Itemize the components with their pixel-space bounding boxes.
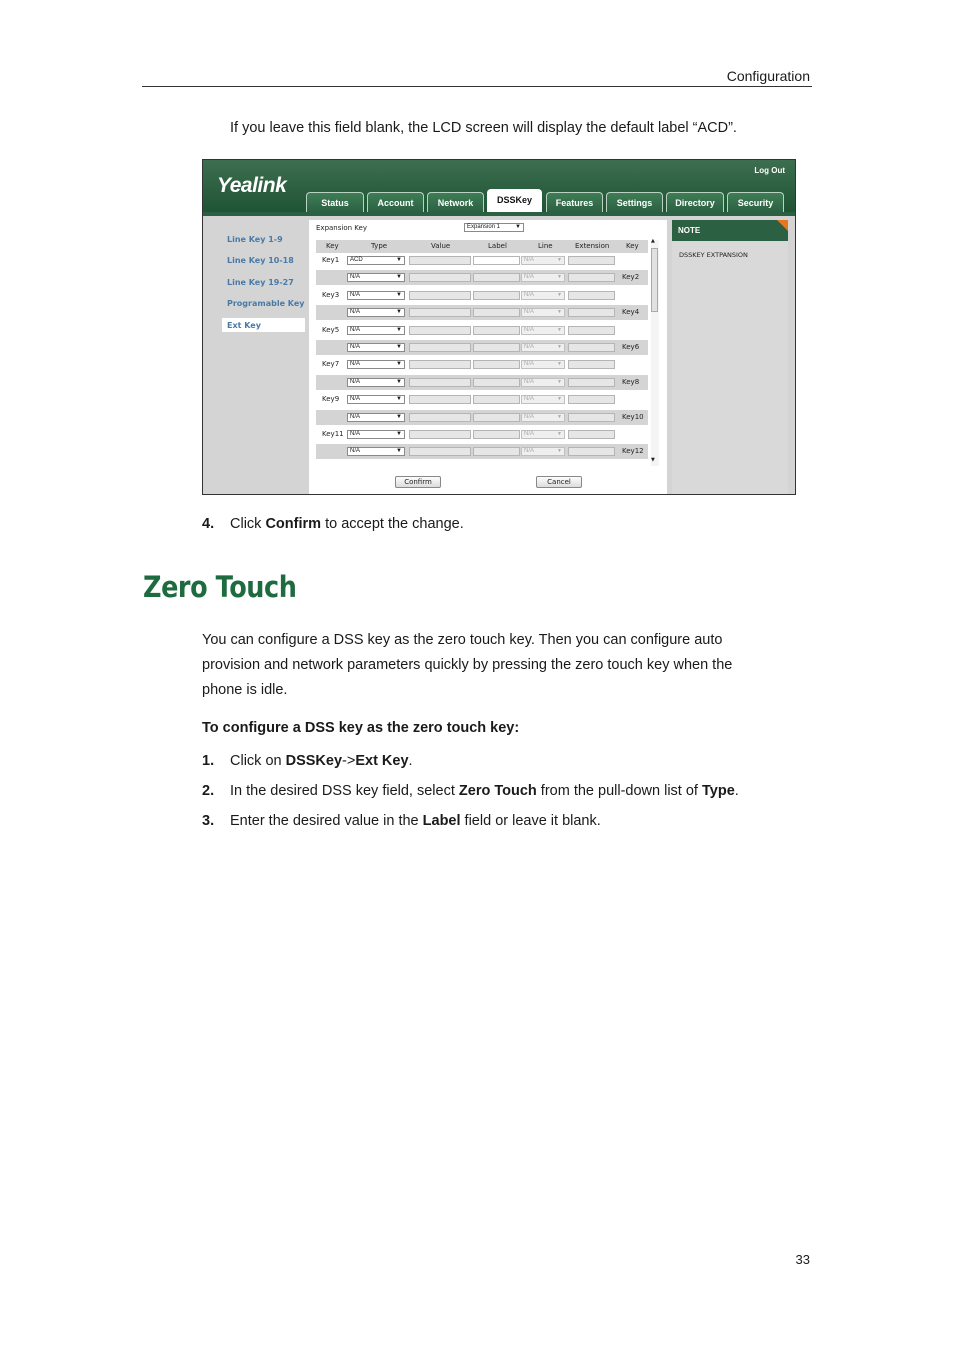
- web-ui-screenshot: [202, 159, 796, 495]
- type-select-value: N/A: [350, 361, 361, 368]
- value-input[interactable]: [409, 447, 471, 456]
- step-2-p3: .: [734, 783, 739, 799]
- type-select[interactable]: [347, 447, 405, 456]
- line-select: [521, 413, 565, 422]
- type-select[interactable]: [347, 430, 405, 439]
- chevron-down-icon: ▼: [557, 257, 562, 263]
- line-select: [521, 395, 565, 404]
- tab-dsskey[interactable]: DSSKey: [487, 189, 542, 213]
- col-type: Type: [371, 242, 388, 250]
- row-key-right: Key10: [622, 412, 644, 421]
- tab-network[interactable]: Network: [427, 192, 484, 212]
- confirm-button[interactable]: Confirm: [395, 476, 441, 488]
- step-1-b1: DSSKey: [285, 753, 343, 769]
- extension-input[interactable]: [568, 291, 615, 300]
- step-2-p2: from the pull-down list of: [536, 783, 702, 799]
- type-select[interactable]: [347, 308, 405, 317]
- value-input[interactable]: [409, 326, 471, 335]
- expansion-select-value: Expansion 1: [467, 224, 501, 230]
- scroll-down-icon[interactable]: ▼: [651, 457, 655, 463]
- nav-ext-key[interactable]: Ext Key: [227, 321, 261, 330]
- tab-features[interactable]: Features: [546, 192, 603, 212]
- body-line-2: provision and network parameters quickly by pressing the zero touch key when the: [202, 657, 733, 673]
- step-1-b2: Ext Key: [355, 753, 409, 769]
- value-input[interactable]: [409, 360, 471, 369]
- line-select-value: N/A: [524, 431, 535, 437]
- step-4-number: 4.: [202, 516, 215, 532]
- chevron-down-icon: ▼: [515, 224, 521, 230]
- line-select-value: N/A: [524, 413, 535, 420]
- label-input[interactable]: [473, 291, 520, 300]
- step-2-b2: Type: [702, 783, 735, 799]
- chevron-down-icon: ▼: [396, 326, 402, 333]
- step-4-post: to accept the change.: [321, 516, 464, 532]
- type-select[interactable]: [347, 413, 405, 422]
- nav-programable-key[interactable]: Programable Key: [227, 299, 305, 308]
- step-1-p1: Click on: [230, 753, 286, 769]
- chevron-down-icon: ▼: [557, 448, 562, 455]
- row-key-right: Key2: [622, 273, 640, 282]
- chevron-down-icon: ▼: [396, 396, 402, 403]
- extension-input[interactable]: [568, 273, 615, 282]
- type-select-value: N/A: [350, 291, 361, 298]
- line-select-value: N/A: [524, 344, 535, 350]
- type-select[interactable]: [347, 395, 405, 404]
- body-line-1: You can configure a DSS key as the zero touch key. Then you can configure auto: [202, 632, 723, 648]
- tab-underline: [203, 212, 795, 216]
- col-key-right: Key: [626, 242, 639, 250]
- extension-input[interactable]: [568, 430, 615, 439]
- value-input[interactable]: [409, 430, 471, 439]
- type-select-value: N/A: [350, 344, 361, 350]
- step-1-number: 1.: [202, 753, 215, 769]
- step-1-p2: ->: [342, 753, 356, 769]
- step-2-text: [230, 783, 739, 799]
- extension-input[interactable]: [568, 256, 615, 265]
- row-key-right: Key4: [622, 308, 640, 317]
- line-select: [521, 343, 565, 352]
- chevron-down-icon: ▼: [396, 274, 402, 281]
- type-select[interactable]: [347, 378, 405, 387]
- value-input[interactable]: [409, 343, 471, 352]
- chevron-down-icon: ▼: [557, 431, 562, 437]
- extension-input[interactable]: [568, 343, 615, 352]
- line-select: [521, 378, 565, 387]
- type-select-value: N/A: [350, 448, 361, 455]
- step-4-pre: Click: [230, 516, 266, 532]
- col-extension: Extension: [575, 242, 610, 250]
- type-select-value: N/A: [350, 431, 361, 437]
- step-3-p1: Enter the desired value in the: [230, 813, 423, 829]
- yealink-logo: Yealink: [217, 174, 287, 197]
- type-select[interactable]: [347, 326, 405, 335]
- note-text: DSSKEY EXTPANSION: [679, 251, 748, 259]
- extension-input[interactable]: [568, 326, 615, 335]
- expansion-select[interactable]: [464, 223, 524, 232]
- chevron-down-icon: ▼: [557, 396, 562, 403]
- tab-directory[interactable]: Directory: [666, 192, 724, 212]
- chevron-down-icon: ▼: [396, 291, 402, 298]
- step-1-text: [230, 753, 413, 769]
- step-3-p2: field or leave it blank.: [460, 813, 601, 829]
- row-key-left: Key5: [322, 325, 340, 334]
- page-number: 33: [795, 1252, 810, 1267]
- cancel-button[interactable]: Cancel: [536, 476, 582, 488]
- nav-line-key-1-9[interactable]: Line Key 1-9: [227, 235, 283, 244]
- expansion-key-label: Expansion Key: [316, 224, 367, 232]
- row-key-right: Key8: [622, 377, 640, 386]
- label-input[interactable]: [473, 395, 520, 404]
- chevron-down-icon: ▼: [557, 274, 562, 281]
- logout-link[interactable]: Log Out: [754, 166, 785, 175]
- chevron-down-icon: ▼: [557, 291, 562, 298]
- chevron-down-icon: ▼: [396, 448, 402, 455]
- label-input[interactable]: [473, 430, 520, 439]
- label-input[interactable]: [473, 308, 520, 317]
- value-input[interactable]: [409, 378, 471, 387]
- row-key-left: Key7: [322, 360, 340, 369]
- line-select: [521, 256, 565, 265]
- chevron-down-icon: ▼: [396, 257, 402, 263]
- chevron-down-icon: ▼: [557, 413, 562, 420]
- nav-line-key-10-18[interactable]: Line Key 10-18: [227, 256, 294, 265]
- line-select-value: N/A: [524, 291, 535, 298]
- chevron-down-icon: ▼: [557, 309, 562, 316]
- line-select-value: N/A: [524, 378, 535, 385]
- tab-security[interactable]: Security: [727, 192, 784, 212]
- chevron-down-icon: ▼: [557, 344, 562, 350]
- extension-input[interactable]: [568, 378, 615, 387]
- line-select: [521, 308, 565, 317]
- type-select-value: ACD: [350, 257, 363, 263]
- tab-account[interactable]: Account: [367, 192, 424, 212]
- chevron-down-icon: ▼: [396, 309, 402, 316]
- label-input[interactable]: [473, 343, 520, 352]
- value-input[interactable]: [409, 273, 471, 282]
- step-3-number: 3.: [202, 813, 215, 829]
- step-2-b1: Zero Touch: [458, 783, 537, 799]
- type-select[interactable]: [347, 343, 405, 352]
- line-select: [521, 360, 565, 369]
- extension-input[interactable]: [568, 308, 615, 317]
- nav-line-key-19-27[interactable]: Line Key 19-27: [227, 278, 294, 287]
- col-value: Value: [431, 242, 451, 250]
- chevron-down-icon: ▼: [396, 431, 402, 437]
- step-1-p3: .: [408, 753, 413, 769]
- note-panel: [672, 220, 788, 494]
- chevron-down-icon: ▼: [396, 344, 402, 350]
- type-select[interactable]: [347, 291, 405, 300]
- step-3-b1: Label: [422, 813, 461, 829]
- label-input[interactable]: [473, 326, 520, 335]
- col-key: Key: [326, 242, 339, 250]
- value-input[interactable]: [409, 395, 471, 404]
- intro-text: If you leave this field blank, the LCD screen will display the default label “ACD”.: [230, 120, 737, 136]
- line-select: [521, 430, 565, 439]
- line-select: [521, 291, 565, 300]
- line-select-value: N/A: [524, 448, 535, 455]
- extension-input[interactable]: [568, 395, 615, 404]
- step-4-text: [230, 516, 464, 532]
- type-select-value: N/A: [350, 396, 361, 403]
- note-title: NOTE: [672, 220, 788, 241]
- label-input[interactable]: [473, 273, 520, 282]
- value-input[interactable]: [409, 308, 471, 317]
- label-input[interactable]: [473, 413, 520, 422]
- line-select-value: N/A: [524, 396, 535, 403]
- col-label: Label: [488, 242, 507, 250]
- line-select-value: N/A: [524, 309, 535, 316]
- label-input[interactable]: [473, 378, 520, 387]
- chevron-down-icon: ▼: [396, 361, 402, 368]
- chevron-down-icon: ▼: [557, 361, 562, 368]
- line-select-value: N/A: [524, 326, 535, 333]
- type-select[interactable]: [347, 360, 405, 369]
- extension-input[interactable]: [568, 360, 615, 369]
- label-input[interactable]: [473, 447, 520, 456]
- row-key-right: Key12: [622, 447, 644, 456]
- value-input[interactable]: [409, 413, 471, 422]
- type-select-value: N/A: [350, 274, 361, 281]
- value-input[interactable]: [409, 291, 471, 300]
- type-select-value: N/A: [350, 378, 361, 385]
- chevron-down-icon: ▼: [557, 326, 562, 333]
- step-2-number: 2.: [202, 783, 215, 799]
- line-select-value: N/A: [524, 257, 535, 263]
- line-select: [521, 326, 565, 335]
- label-input[interactable]: [473, 256, 520, 265]
- row-key-right: Key6: [622, 343, 640, 351]
- running-head: Configuration: [726, 68, 810, 84]
- type-select-value: N/A: [350, 326, 361, 333]
- procedure-title: To configure a DSS key as the zero touch key:: [202, 720, 520, 736]
- line-select: [521, 447, 565, 456]
- step-2-p1: In the desired DSS key field, select: [230, 783, 459, 799]
- tab-settings[interactable]: Settings: [606, 192, 663, 212]
- note-corner-icon: [777, 220, 788, 231]
- col-line: Line: [538, 242, 553, 250]
- chevron-down-icon: ▼: [557, 378, 562, 385]
- type-select-value: N/A: [350, 413, 361, 420]
- type-select[interactable]: [347, 273, 405, 282]
- extension-input[interactable]: [568, 447, 615, 456]
- step-3-text: [230, 813, 601, 829]
- extension-input[interactable]: [568, 413, 615, 422]
- row-key-left: Key3: [322, 290, 340, 299]
- label-input[interactable]: [473, 360, 520, 369]
- line-select-value: N/A: [524, 274, 535, 281]
- section-title: Zero Touch: [143, 570, 297, 604]
- chevron-down-icon: ▼: [396, 413, 402, 420]
- value-input[interactable]: [409, 256, 471, 265]
- body-line-3: phone is idle.: [202, 682, 288, 698]
- step-4-bold: Confirm: [265, 516, 322, 532]
- header-rule: [142, 86, 812, 87]
- line-select-value: N/A: [524, 361, 535, 368]
- chevron-down-icon: ▼: [396, 378, 402, 385]
- row-key-left: Key1: [322, 256, 340, 264]
- type-select-value: N/A: [350, 309, 361, 316]
- scroll-up-icon[interactable]: ▲: [651, 238, 655, 244]
- scrollbar-thumb[interactable]: [651, 248, 658, 312]
- line-select: [521, 273, 565, 282]
- tab-status[interactable]: Status: [306, 192, 364, 212]
- row-key-left: Key11: [322, 430, 344, 438]
- type-select[interactable]: [347, 256, 405, 265]
- row-key-left: Key9: [322, 395, 340, 404]
